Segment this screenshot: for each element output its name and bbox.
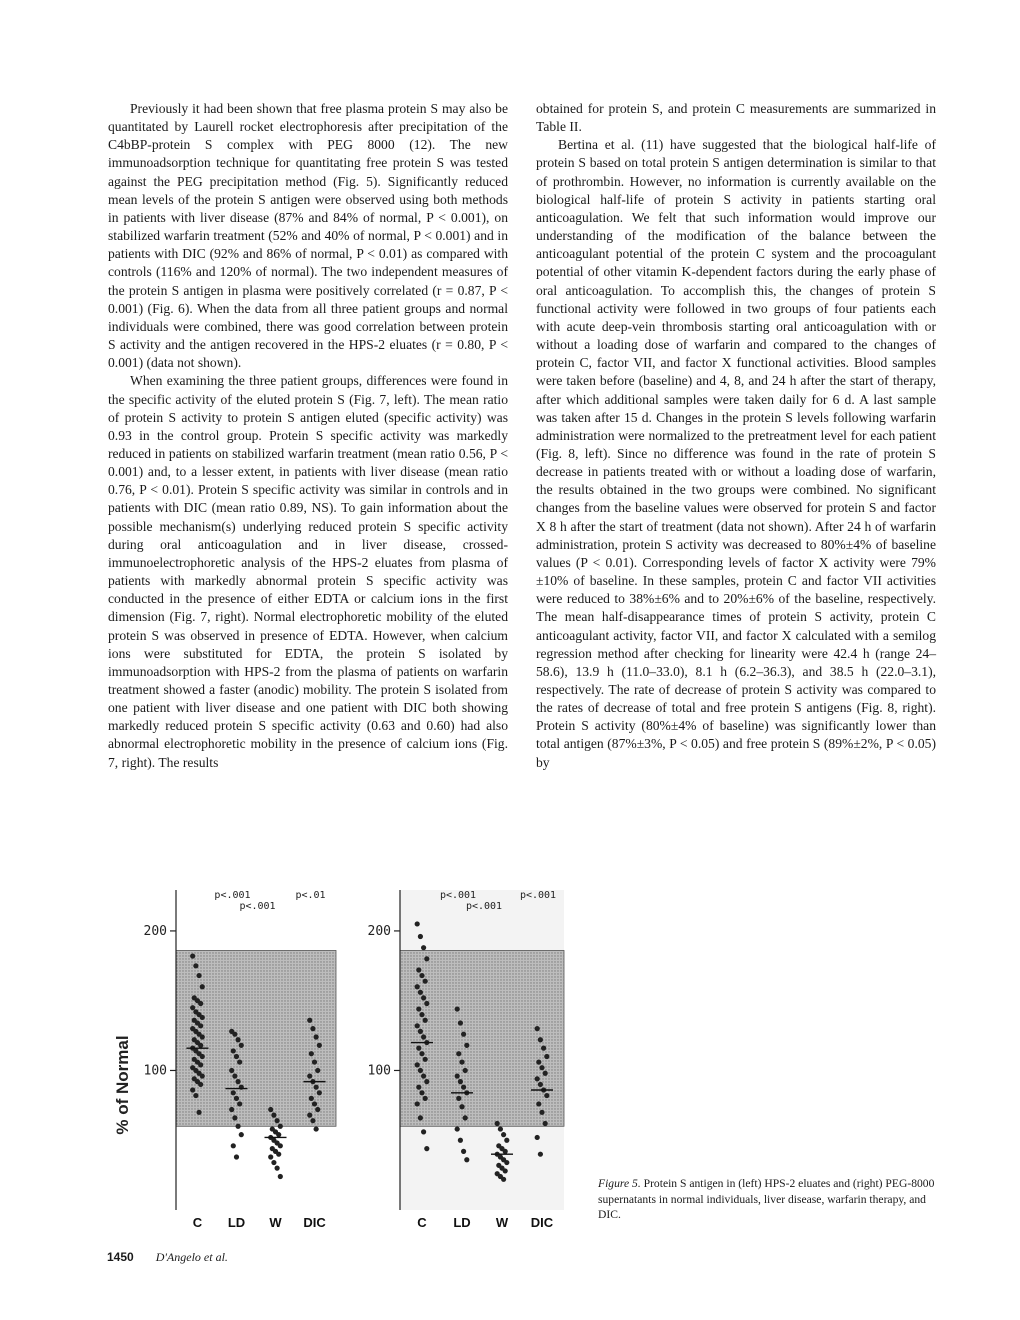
data-point (415, 984, 420, 989)
data-point (421, 1073, 426, 1078)
data-point (235, 1037, 240, 1042)
data-point (461, 1149, 466, 1154)
data-point (543, 1071, 548, 1076)
data-point (459, 1059, 464, 1064)
data-point (463, 1115, 468, 1120)
data-point (424, 1001, 429, 1006)
category-label: DIC (303, 1215, 326, 1230)
figure-5-plot (80, 880, 600, 1240)
data-point (421, 945, 426, 950)
data-point (504, 1138, 509, 1143)
data-point (456, 1051, 461, 1056)
data-point (416, 1006, 421, 1011)
data-point (193, 1093, 198, 1098)
data-point (544, 1093, 549, 1098)
category-label: C (417, 1215, 427, 1230)
data-point (271, 1160, 276, 1165)
data-point (237, 1059, 242, 1064)
page-footer (107, 1250, 228, 1265)
data-point (459, 1104, 464, 1109)
data-point (235, 1124, 240, 1129)
data-point (315, 1107, 320, 1112)
data-point (536, 1101, 541, 1106)
right-panel (368, 890, 564, 1230)
data-point (416, 967, 421, 972)
paragraph: obtained for protein S, and protein C measurements are summarized in Table II. (536, 101, 936, 135)
p-value-label: p<.001 (519, 890, 557, 901)
left-column (108, 100, 508, 772)
data-point (309, 1096, 314, 1101)
data-point (231, 1090, 236, 1095)
data-point (416, 1046, 421, 1051)
data-point (418, 1115, 423, 1120)
data-point (503, 1168, 508, 1173)
figure-5 (80, 880, 600, 1240)
data-point (424, 956, 429, 961)
data-point (315, 1068, 320, 1073)
data-point (423, 979, 428, 984)
data-point (418, 1029, 423, 1034)
data-point (538, 1152, 543, 1157)
data-point (200, 1054, 205, 1059)
data-point (232, 1115, 237, 1120)
p-value-label: p<.001 (465, 901, 503, 912)
data-point (455, 1126, 460, 1131)
data-point (307, 1113, 312, 1118)
left-panel (144, 890, 336, 1230)
data-point (419, 1051, 424, 1056)
data-point (423, 1057, 428, 1062)
data-point (312, 1101, 317, 1106)
data-point (198, 1043, 203, 1048)
data-point (539, 1110, 544, 1115)
data-point (307, 1018, 312, 1023)
category-label: LD (227, 1215, 246, 1230)
paragraph: When examining the three patient groups, differences were found in the specific activity of the eluted protein S (Fig. 7, left). The mean ratio of protein S activity to protein S antigen eluted (specific activity) was 0.93 in the control group. Protein S specific activity was markedly reduced in patients on stabilized warfarin treatment (mean ratio 0.56, P < 0.001) and, to a lesser extent, in patients with liver disease (mean ratio 0.76, P < 0.01). Protein S specific activity was similar in controls and in patients with DIC (mean ratio 0.89, NS). To gain information about the possible mechanism(s) underlying reduced protein S specific activity during oral anticoagulation and in liver disease, crossed-immunoelectrophoretic analysis of the HPS-2 eluates from plasma of patients with markedly abnormal protein S specific activity was conducted in the presence of either EDTA or calcium ions in the first dimension (Fig. 7, right). Normal electrophoretic mobility of the eluted protein S was observed in presence of EDTA. However, when calcium ions were substituted for EDTA, the protein S isolated by immunoadsorption with HPS-2 from the plasma of patients on warfarin treatment showed a faster (anodic) mobility. The protein S isolated from one patient with liver disease and one patient with DIC both showing markedly reduced protein S specific activity (0.63 and 0.60) had also abnormal electrophoretic mobility in the presence of calcium ions (Fig. 7, right). The results (108, 373, 508, 770)
y-axis-label: % of Normal (113, 1035, 132, 1135)
data-point (276, 1132, 281, 1137)
data-point (200, 1073, 205, 1078)
data-point (268, 1154, 273, 1159)
data-point (314, 1085, 319, 1090)
data-point (190, 953, 195, 958)
data-point (535, 1135, 540, 1140)
data-point (498, 1126, 503, 1131)
data-point (190, 1087, 195, 1092)
data-point (278, 1174, 283, 1179)
data-point (418, 1068, 423, 1073)
p-value-label: p<.001 (214, 890, 251, 901)
data-point (231, 1143, 236, 1148)
paragraph: Previously it had been shown that free plasma protein S may also be quantitated by Laurell rocket electrophoresis after precipitation of the C4bBP-protein S complex with PEG 8000 (12). The new immunoadsorption technique for quantitating free protein S was tested against the PEG precipitation method (Fig. 5). Significantly reduced mean levels of the protein S antigen were observed using both methods in patients with liver disease (87% and 84% of normal, P < 0.001), on stabilized warfarin treatment (52% and 40% of normal, P < 0.001) and in patients with DIC (92% and 86% of normal, P < 0.01) as compared with controls (116% and 120% of normal). The two independent measures of the protein S antigen in plasma were positively correlated (r = 0.87, P < 0.001) (Fig. 6). When the data from all three patient groups and normal individuals were combined, there was good correlation between protein S activity and the antigen recovered in the HPS-2 eluates (r = 0.80, P < 0.001) (data not shown). (108, 101, 508, 371)
data-point (198, 1001, 203, 1006)
data-point (419, 1090, 424, 1095)
data-point (424, 1146, 429, 1151)
data-point (271, 1113, 276, 1118)
data-point (275, 1118, 280, 1123)
data-point (198, 1023, 203, 1028)
data-point (495, 1121, 500, 1126)
data-point (421, 1034, 426, 1039)
paragraph: Bertina et al. (11) have suggested that the biological half-life of protein S based on total protein S antigen determination is similar to that of prothrombin. However, no information is currently available on the biological half-life of protein S activity in patients starting oral anticoagulation. We felt that such information would improve our understanding of the modification of the balance between the anticoagulant potential of the protein C system and the procoagulant potential of other vitamin K-dependent factors during the early phase of oral anticoagulation. To accomplish this, the changes of protein S functional activity were followed in two groups of four patients each with acute deep-vein thrombosis starting oral anticoagulation with or without a loading dose of warfarin and compared to the changes of protein C, factor VII, and factor X functional activities. Blood samples were taken before (baseline) and 4, 8, and 24 h after the start of therapy, after which additional samples were taken daily for 6 d. A last sample was taken after 15 d. Changes in the protein S levels following warfarin administration were normalized to the pretreatment level for each patient (Fig. 8, left). Since no difference was found in the rate of protein S decrease in patients treated with or without a loading dose of warfarin, the results obtained in the two groups were combined. No significant changes from the baseline values were observed for protein S and factor X 8 h after the start of treatment (data not shown). After 24 h of warfarin administration, protein S activity was decreased to 80%±4% of baseline values (P < 0.01). Corresponding levels of factor X activity were 79%±10% of baseline. In these samples, protein C and factor VII activities were reduced to 38%±6% and to 20%±6% of the baseline, respectively. The mean half-disappearance times of protein S activity, protein C anticoagulant activity, factor VII, and factor X calculated with a semilog regression method after checking for linearity were 42.4 h (range 24–58.6), 13.9 h (11.0–33.0), 8.1 h (6.2–36.3), and 38.5 h (22.0–3.1), respectively. The rate of decrease of protein S activity was compared to the rates of decrease of total and free protein S antigens (Fig. 8, right). Protein S activity (80%±4% of baseline) was significantly lower than total antigen (87%±3%, P < 0.05) and free protein S (89%±2%, P < 0.05) by (536, 137, 936, 770)
category-label: C (192, 1215, 203, 1230)
data-point (419, 1012, 424, 1017)
data-point (423, 1018, 428, 1023)
data-point (463, 1068, 468, 1073)
category-label: DIC (530, 1215, 554, 1230)
y-tick-label: 100 (367, 1063, 391, 1079)
category-label: LD (453, 1215, 471, 1230)
data-point (235, 1079, 240, 1084)
data-point (458, 1079, 463, 1084)
p-value-label: p<.001 (239, 901, 276, 912)
data-point (418, 990, 423, 995)
data-point (458, 1020, 463, 1025)
data-point (232, 1073, 237, 1078)
data-point (535, 1026, 540, 1031)
y-tick-label: 200 (367, 923, 391, 939)
data-point (464, 1043, 469, 1048)
p-value-label: p<.01 (295, 890, 326, 901)
running-author: D'Angelo et al. (155, 1250, 228, 1264)
data-point (415, 1101, 420, 1106)
data-point (310, 1026, 315, 1031)
data-point (538, 1082, 543, 1087)
data-point (424, 1079, 429, 1084)
data-point (268, 1107, 273, 1112)
data-point (200, 984, 205, 989)
data-point (415, 1023, 420, 1028)
data-point (231, 1048, 236, 1053)
caption-label: Figure 5. (598, 1177, 641, 1190)
data-point (190, 1005, 195, 1010)
data-point (229, 1107, 234, 1112)
category-label: W (495, 1215, 509, 1230)
data-point (538, 1037, 543, 1042)
data-point (544, 1054, 549, 1059)
data-point (200, 1015, 205, 1020)
category-label: W (269, 1215, 282, 1230)
y-tick-label: 100 (143, 1063, 167, 1079)
data-point (193, 963, 198, 968)
data-point (503, 1149, 508, 1154)
data-point (317, 1043, 322, 1048)
data-point (535, 1076, 540, 1081)
data-point (543, 1121, 548, 1126)
data-point (278, 1143, 283, 1148)
data-point (237, 1101, 242, 1106)
data-point (541, 1046, 546, 1051)
data-point (276, 1152, 281, 1157)
data-point (239, 1043, 244, 1048)
data-point (307, 1073, 312, 1078)
data-point (232, 1032, 237, 1037)
data-point (421, 995, 426, 1000)
data-point (196, 973, 201, 978)
page-number: 1450 (107, 1250, 134, 1264)
data-point (501, 1132, 506, 1137)
data-point (314, 1126, 319, 1131)
data-point (418, 934, 423, 939)
data-point (229, 1068, 234, 1073)
data-point (310, 1118, 315, 1123)
data-point (501, 1177, 506, 1182)
data-point (415, 1062, 420, 1067)
data-point (198, 1062, 203, 1067)
data-point (455, 1073, 460, 1078)
right-column (536, 100, 936, 772)
figure-caption (598, 1176, 943, 1223)
data-point (275, 1166, 280, 1171)
data-point (234, 1096, 239, 1101)
data-point (314, 1034, 319, 1039)
data-point (416, 1085, 421, 1090)
data-point (198, 1082, 203, 1087)
data-point (455, 1006, 460, 1011)
data-point (309, 1051, 314, 1056)
p-value-label: p<.001 (439, 890, 477, 901)
data-point (419, 973, 424, 978)
data-point (458, 1138, 463, 1143)
data-point (196, 1110, 201, 1115)
data-point (461, 1032, 466, 1037)
data-point (464, 1157, 469, 1162)
data-point (317, 1090, 322, 1095)
y-tick-label: 200 (143, 923, 167, 939)
data-point (539, 1065, 544, 1070)
data-point (234, 1054, 239, 1059)
data-point (536, 1059, 541, 1064)
data-point (239, 1132, 244, 1137)
data-point (278, 1124, 283, 1129)
caption-text: Protein S antigen in (left) HPS-2 eluates and (right) PEG-8000 supernatants in normal individuals, liver disease, warfarin therapy, and DIC. (598, 1177, 935, 1221)
data-point (461, 1085, 466, 1090)
data-point (456, 1096, 461, 1101)
data-point (234, 1154, 239, 1159)
data-point (504, 1160, 509, 1165)
data-point (415, 921, 420, 926)
data-point (421, 1129, 426, 1134)
data-point (200, 1034, 205, 1039)
data-point (312, 1059, 317, 1064)
data-point (423, 1096, 428, 1101)
